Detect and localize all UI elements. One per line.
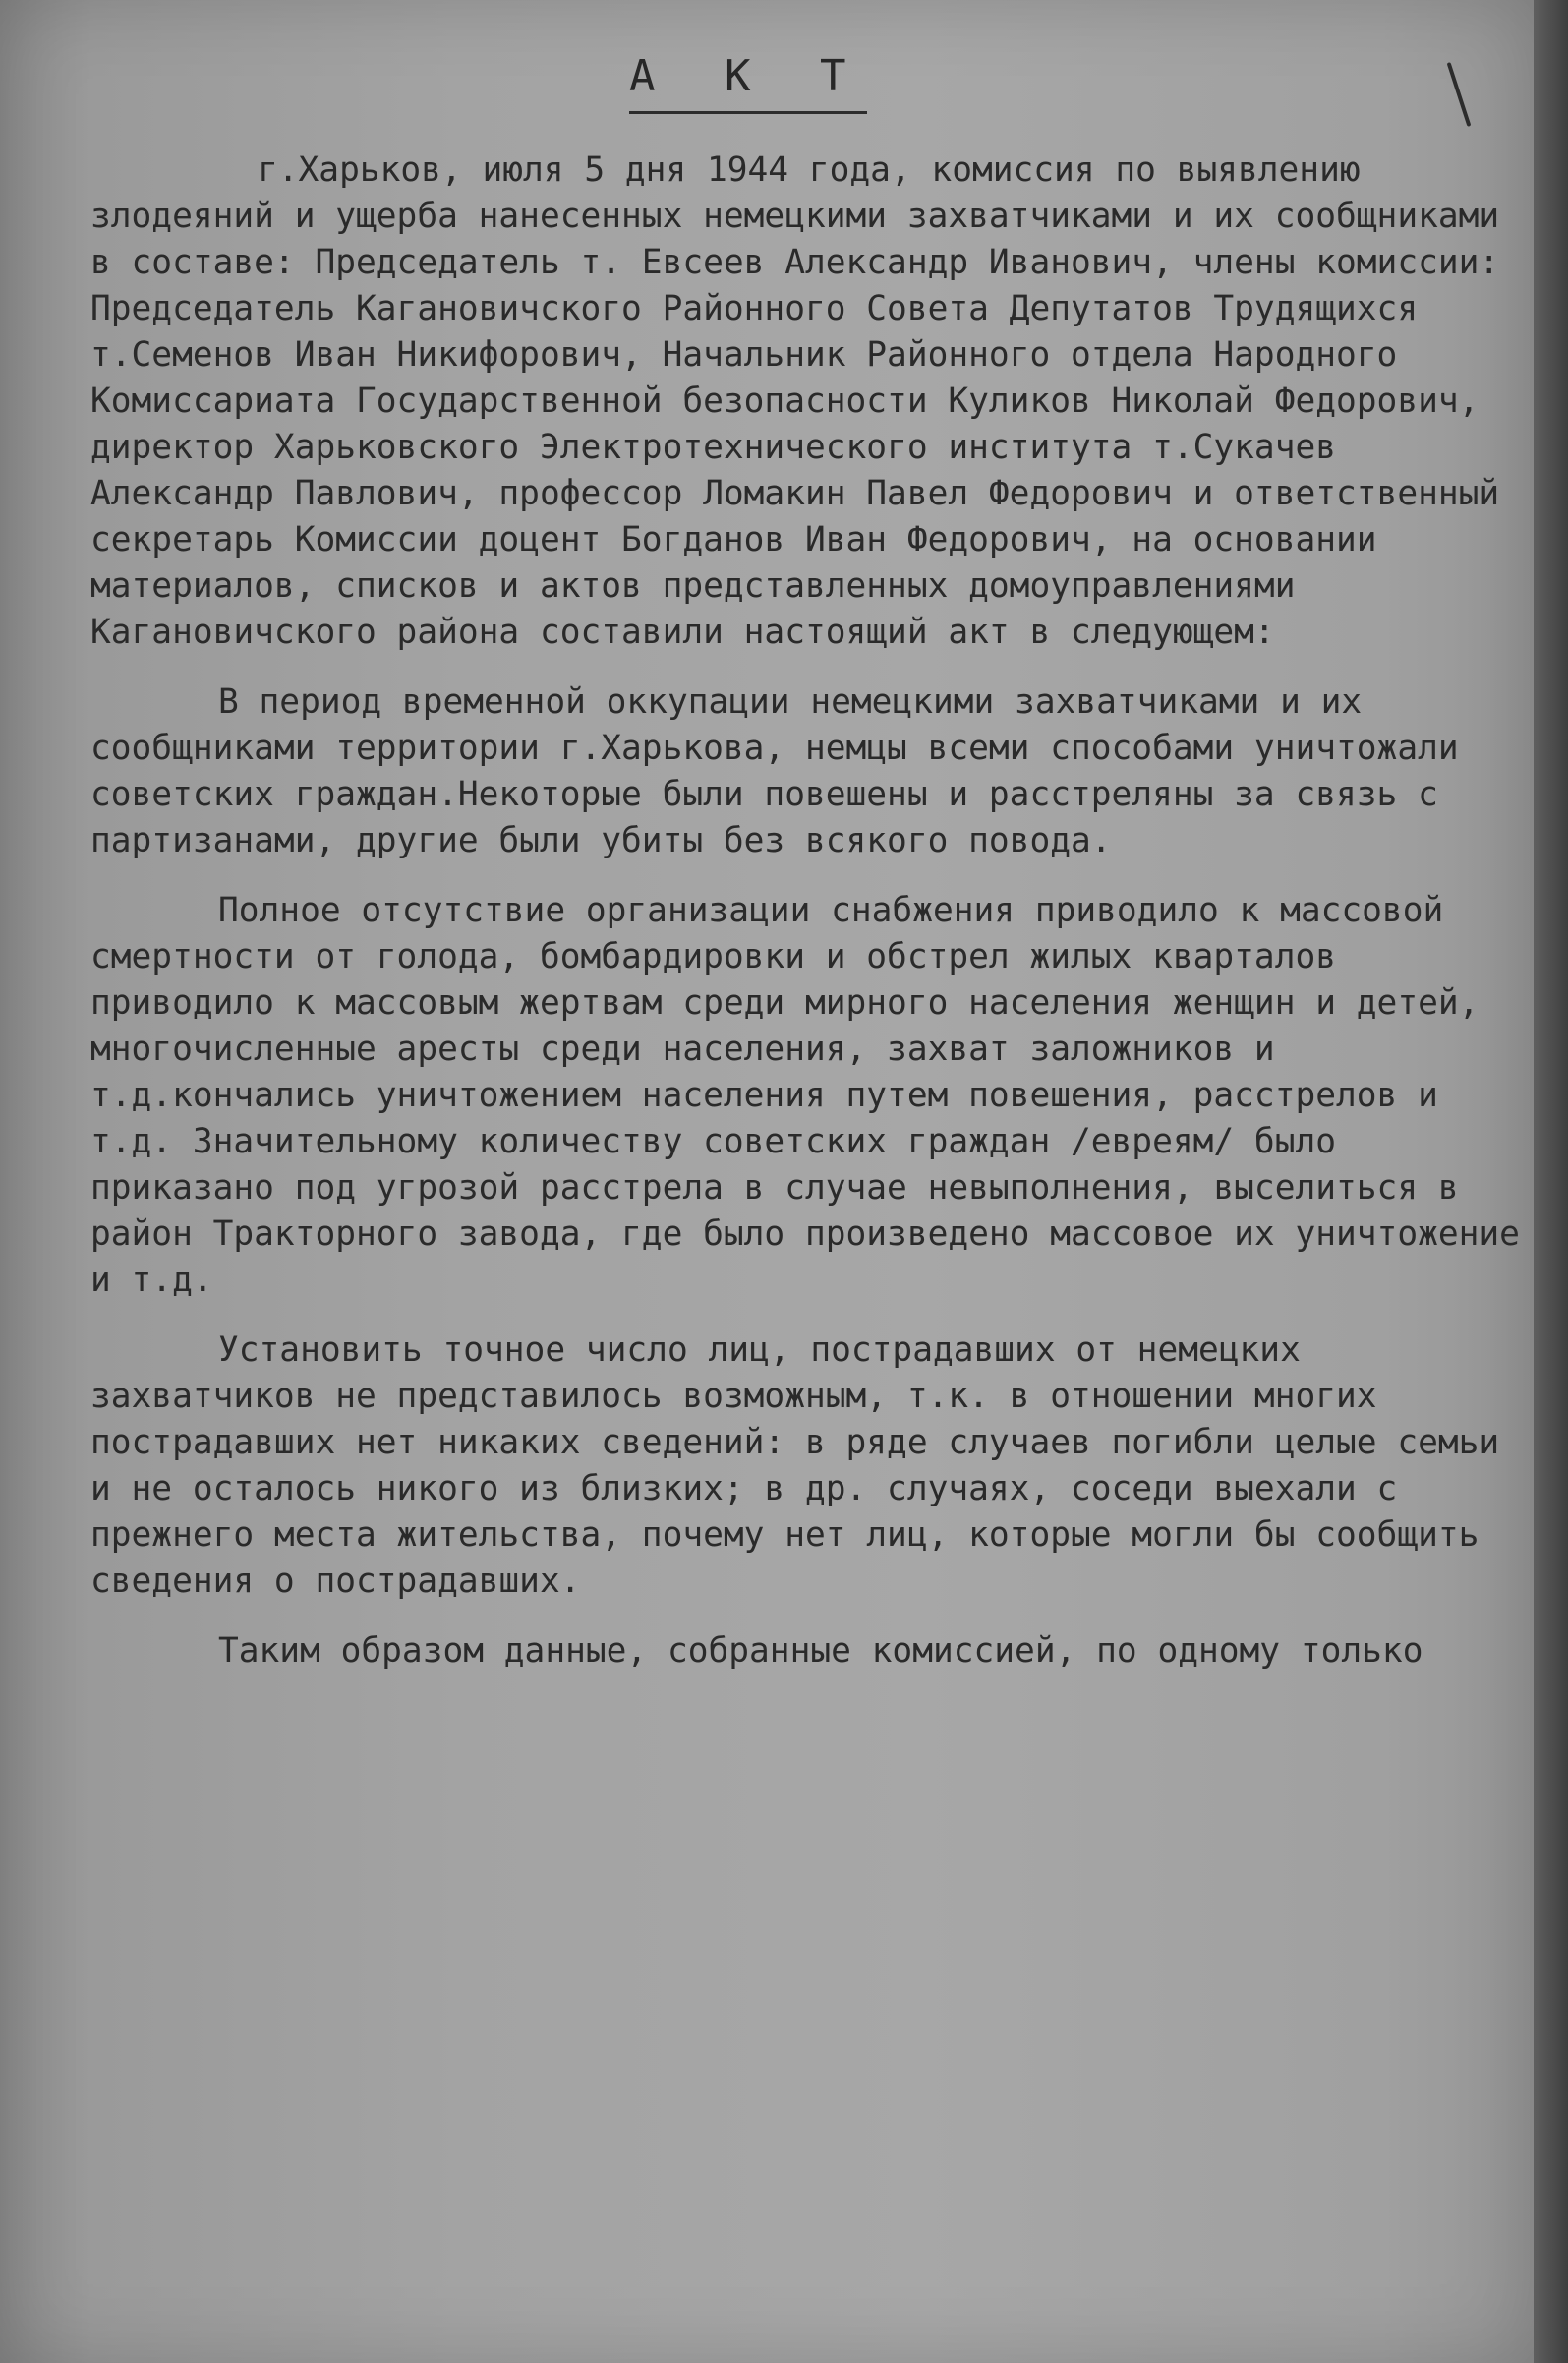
paragraph-conclusion: Таким образом данные, собранные комиссией, по одному только bbox=[218, 1631, 1423, 1671]
document-body bbox=[90, 148, 1531, 1698]
scan-edge bbox=[1534, 0, 1568, 2363]
paragraph-intro: г.Харьков, июля 5 дня 1944 года, комиссия по выявлению злодеяний и ущерба нанесенных немецкими захватчиками и их сообщниками в составе: Председатель т. Евсеев Александр Иванович, члены комиссии: Председатель Кагановичского Районного Совета Депутатов Трудящихся т.Семенов Иван Никифорович, Начальник Районного отдела Народного Комиссариата Государственной безопасности Куликов Николай Федорович, директор Харьковского Электротехнического института т.Сукачев Александр Павлович, профессор Ломакин Павел Федорович и ответственный секретарь Комиссии доцент Богданов Иван Федорович, на основании материалов, списков и актов представленных домоуправлениями Кагановичского района составили настоящий акт в следующем: bbox=[90, 150, 1500, 652]
document-title: А К Т bbox=[629, 51, 867, 114]
paragraph-victims-count: Установить точное число лиц, пострадавших от немецких захватчиков не представилось возможным, т.к. в отношении многих пострадавших нет никаких сведений: в ряде случаев погибли целые семьи и не осталось никого из близких; в др. случаях, соседи выехали с прежнего места жительства, почему нет лиц, которые могли бы сообщить сведения о пострадавших. bbox=[90, 1330, 1500, 1601]
paragraph-occupation: В период временной оккупации немецкими захватчиками и их сообщниками территории г.Харькова, немцы всеми способами уничтожали советских граждан.Некоторые были повешены и расстреляны за связь с партизанами, другие были убиты без всякого повода. bbox=[90, 682, 1459, 860]
handwritten-mark bbox=[1447, 62, 1472, 127]
paragraph-supply: Полное отсутствие организации снабжения приводило к массовой смертности от голода, бомбардировки и обстрел жилых кварталов приводило к массовым жертвам среди мирного населения женщин и детей, многочисленные аресты среди населения, захват заложников и т.д.кончались уничтожением населения путем повешения, расстрелов и т.д. Значительному количеству советских граждан /евреям/ было приказано под угрозой расстрела в случае невыполнения, выселиться в район Тракторного завода, где было произведено массовое их уничтожение и т.д. bbox=[90, 891, 1520, 1300]
